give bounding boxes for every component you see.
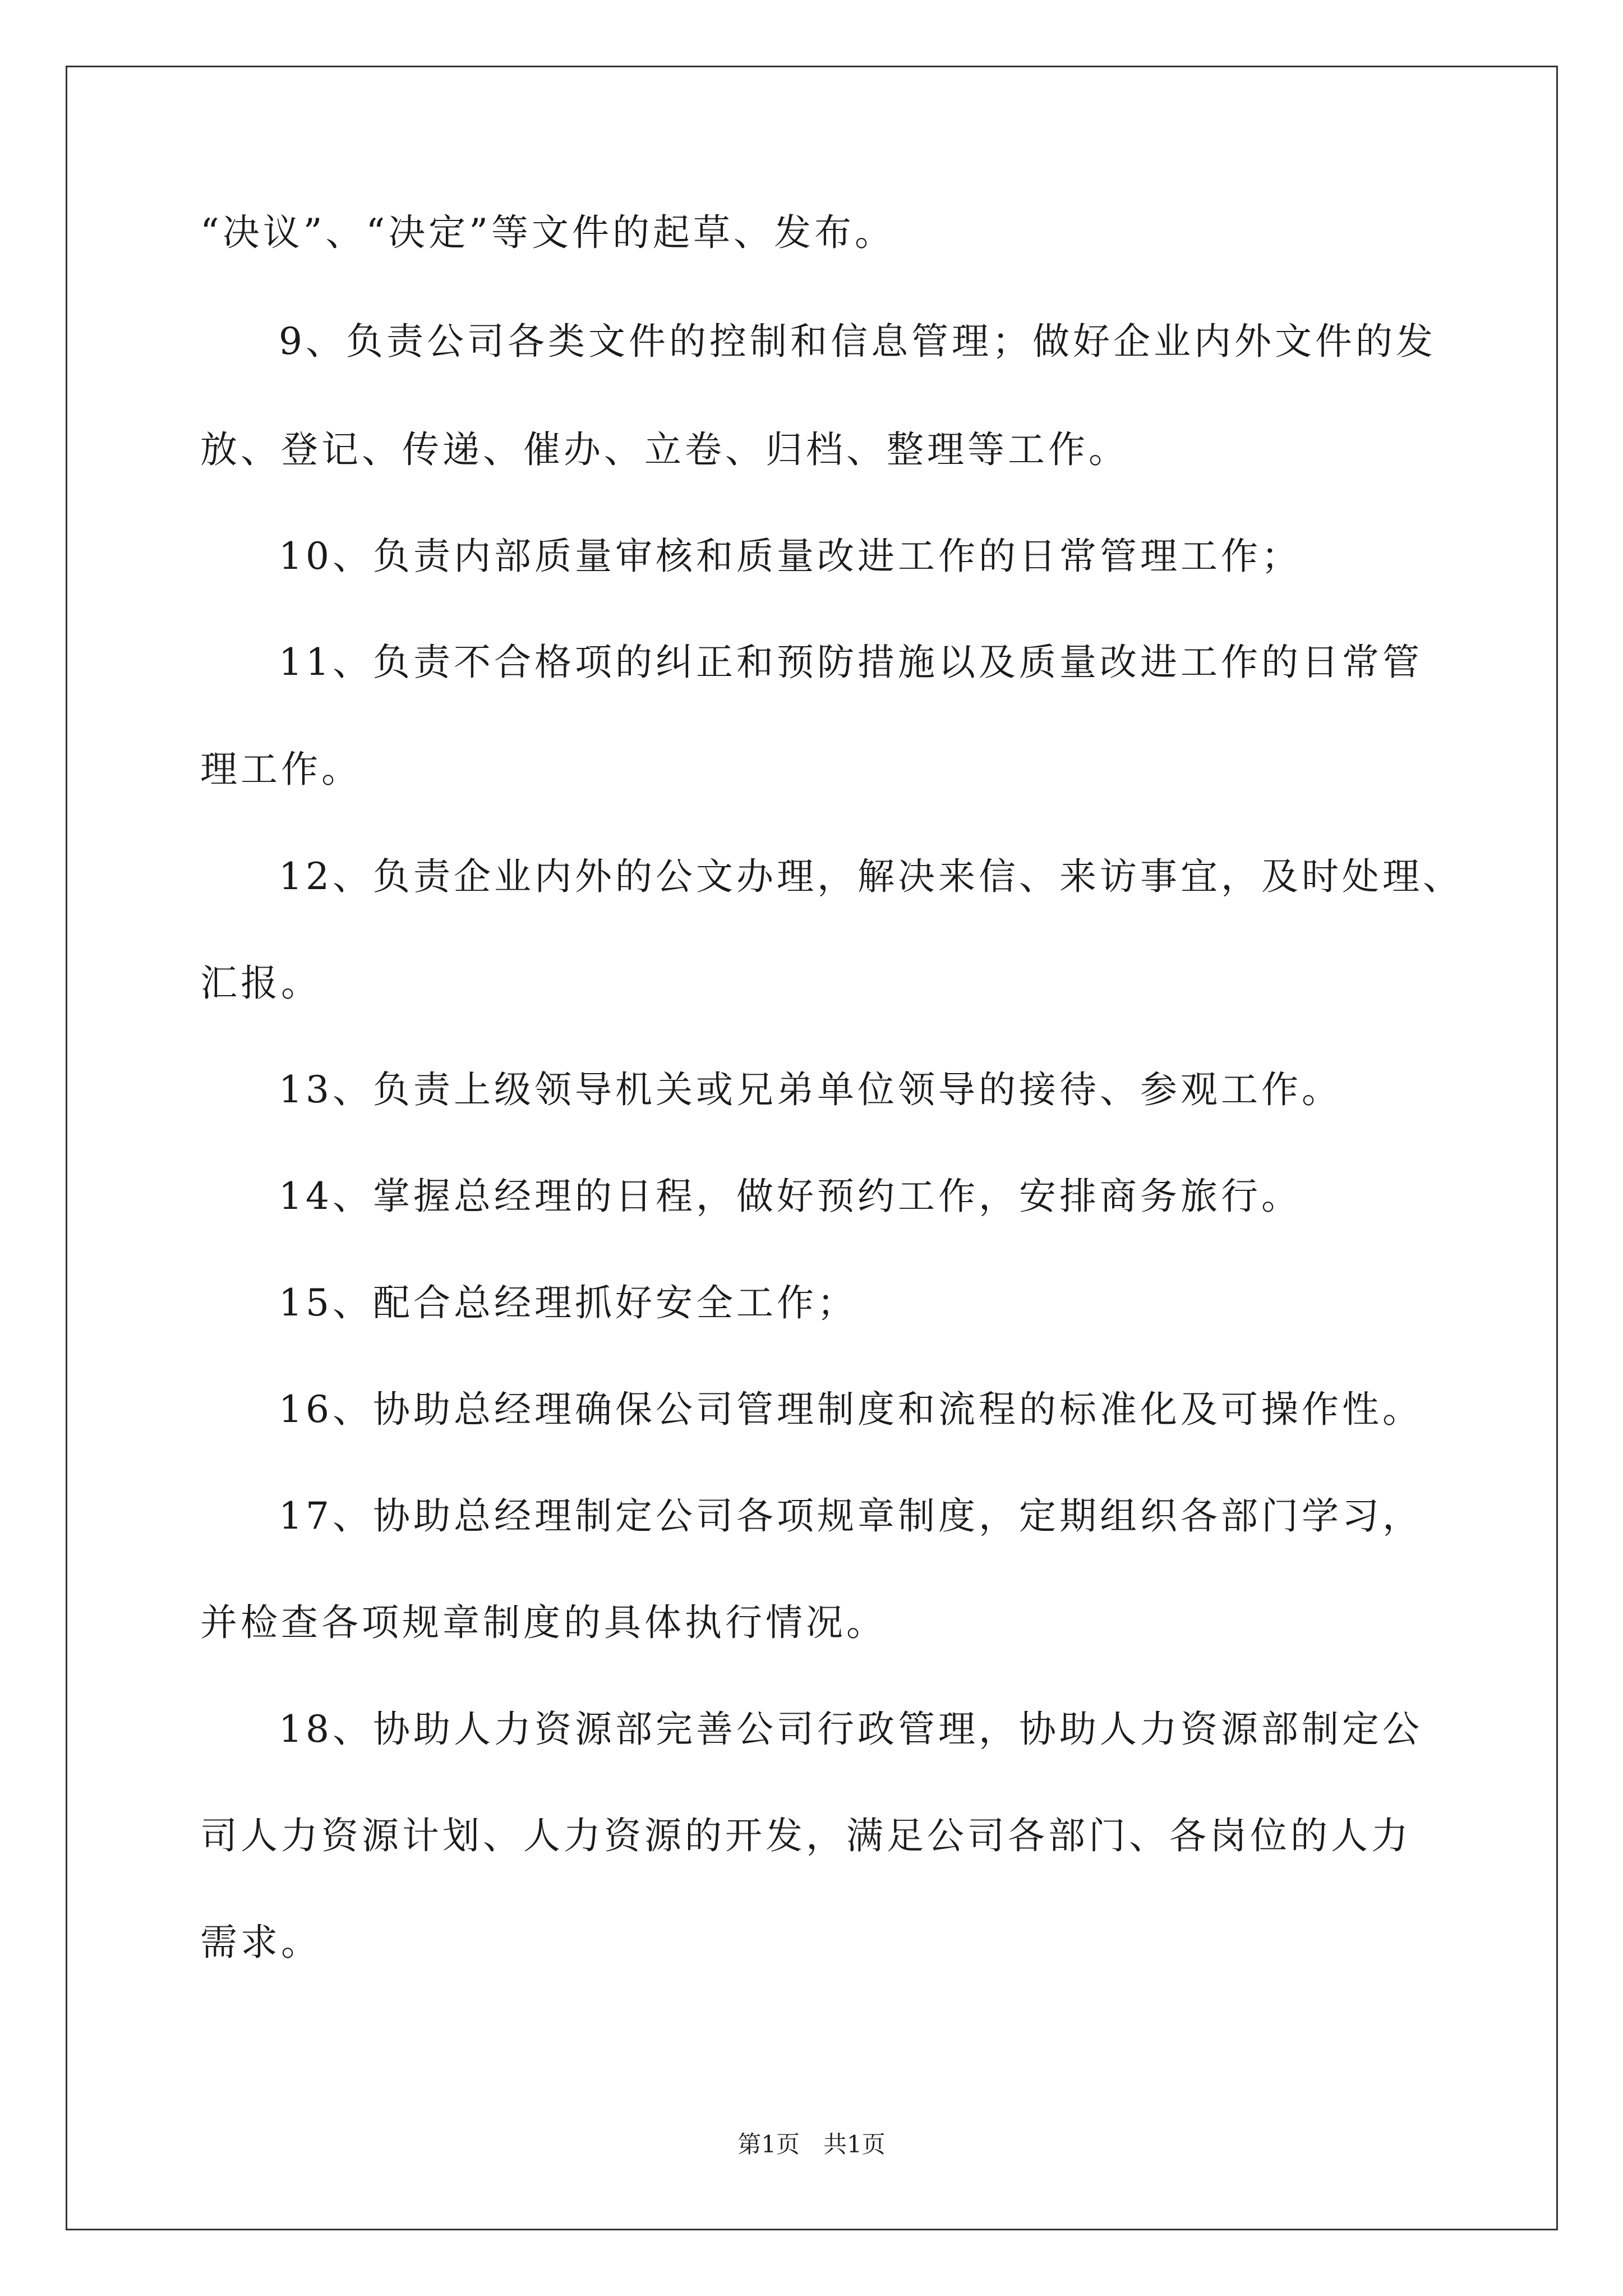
text-line: 放、登记、传递、催办、立卷、归档、整理等工作。 — [200, 428, 1129, 471]
text-line: 司人力资源计划、人力资源的开发，满足公司各部门、各岗位的人力 — [200, 1814, 1412, 1857]
text-line: 14、掌握总经理的日程，做好预约工作，安排商务旅行。 — [279, 1175, 1302, 1218]
text-line: 理工作。 — [200, 748, 362, 791]
text-line: 15、配合总经理抓好安全工作； — [279, 1281, 857, 1324]
page-number-footer: 第1页 共1页 — [737, 2131, 886, 2158]
text-line: 汇报。 — [200, 961, 321, 1005]
text-line: 并检查各项规章制度的具体执行情况。 — [200, 1601, 887, 1644]
text-line: 需求。 — [200, 1921, 321, 1964]
text-line: “决议”、“决定”等文件的起草、发布。 — [200, 211, 895, 254]
page-border — [66, 66, 1558, 2230]
text-line: 12、负责企业内外的公文办理，解决来信、来访事宜，及时处理、 — [279, 855, 1463, 898]
text-line: 10、负责内部质量审核和质量改进工作的日常管理工作； — [279, 535, 1302, 578]
text-line: 18、协助人力资源部完善公司行政管理，协助人力资源部制定公 — [279, 1708, 1423, 1751]
text-line: 9、负责公司各类文件的控制和信息管理；做好企业内外文件的发 — [279, 320, 1436, 363]
text-line: 16、协助总经理确保公司管理制度和流程的标准化及可操作性。 — [279, 1388, 1423, 1431]
text-line: 13、负责上级领导机关或兄弟单位领导的接待、参观工作。 — [279, 1068, 1342, 1111]
text-line: 17、协助总经理制定公司各项规章制度，定期组织各部门学习， — [279, 1494, 1423, 1538]
text-line: 11、负责不合格项的纠正和预防措施以及质量改进工作的日常管 — [279, 641, 1423, 684]
